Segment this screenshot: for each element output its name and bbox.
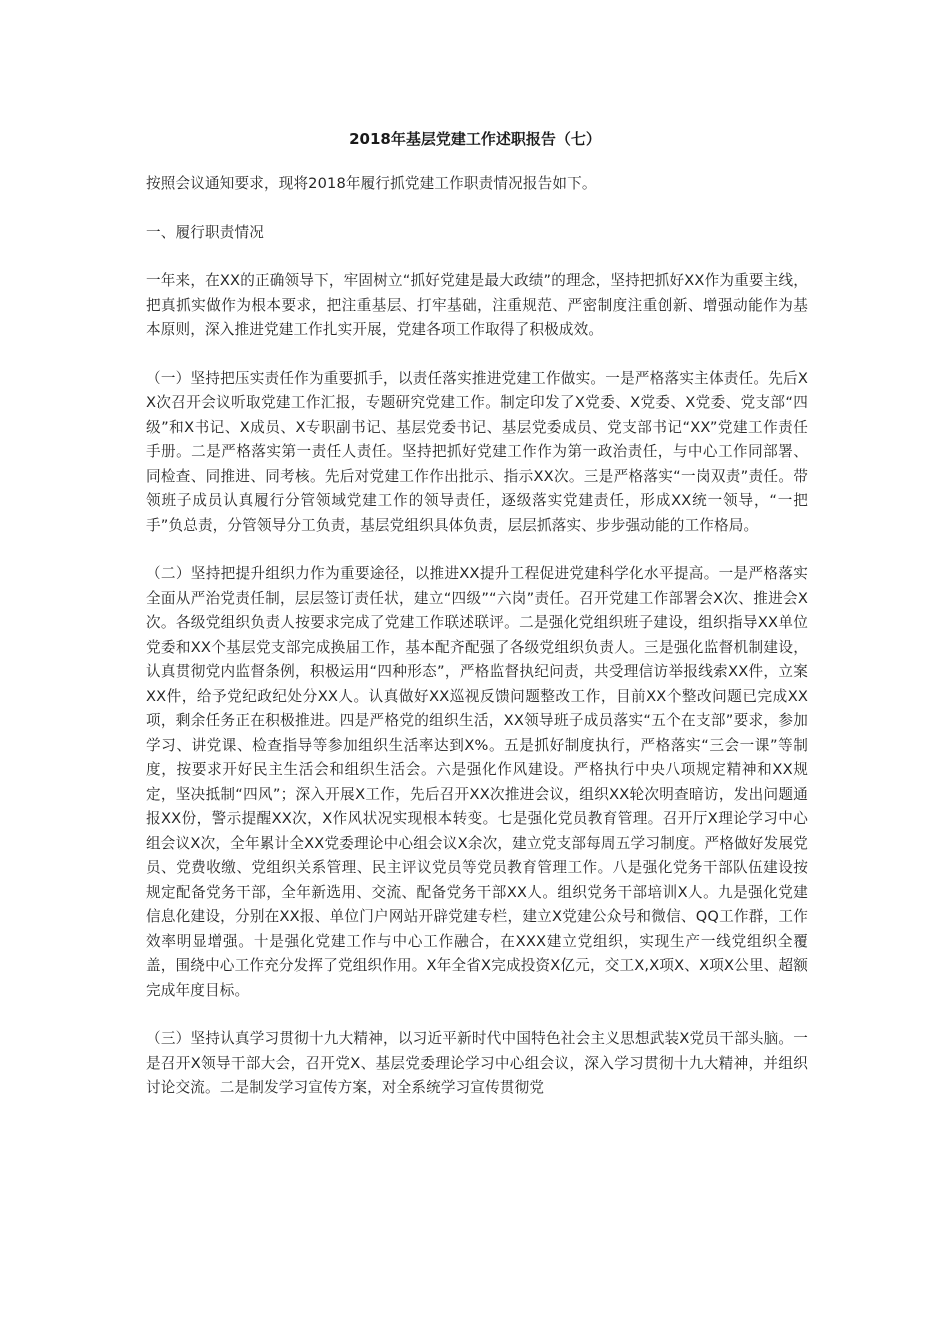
document-title: 2018年基层党建工作述职报告（七） <box>349 130 601 148</box>
section-heading: 一、履行职责情况 <box>146 223 264 241</box>
document-body <box>146 172 808 1125</box>
body-paragraph: （二）坚持把提升组织力作为重要途径，以推进XX提升工程促进党建科学化水平提高。一是严格落实全面从严治党责任制，层层签订责任状，建立“四级”“六岗”责任。召开党建工作部署会X次、推进会X次。各级党组织负责人按要求完成了党建工作联述联评。二是强化党组织班子建设，组织指导XX单位党委和XX个基层党支部完成换届工作，基本配齐配强了各级党组织负责人。三是强化监督机制建设，认真贯彻党内监督条例，积极运用“四种形态”，严格监督执纪问责，共受理信访举报线索XX件，立案XX件，给予党纪政纪处分XX人。认真做好XX巡视反馈问题整改工作，目前XX个整改问题已完成XX项，剩余任务正在积极推进。四是严格党的组织生活，XX领导班子成员落实“五个在支部”要求，参加学习、讲党课、检查指导等参加组织生活率达到X%。五是抓好制度执行，严格落实“三会一课”等制度，按要求开好民主生活会和组织生活会。六是强化作风建设。严格执行中央八项规定精神和XX规定，坚决抵制“四风”；深入开展X工作，先后召开XX次推进会议，组织XX轮次明查暗访，发出问题通报XX份，警示提醒XX次，X作风状况实现根本转变。七是强化党员教育管理。召开厅X理论学习中心组会议X次，全年累计全XX党委理论中心组会议X余次，建立党支部每周五学习制度。严格做好发展党员、党费收缴、党组织关系管理、民主评议党员等党员教育管理工作。八是强化党务干部队伍建设按规定配备党务干部，全年新选用、交流、配备党务干部XX人。组织党务干部培训X人。九是强化党建信息化建设，分别在XX报、单位门户网站开辟党建专栏，建立X党建公众号和微信、QQ工作群，工作效率明显增强。十是强化党建工作与中心工作融合，在XXX建立党组织，实现生产一线党组织全覆盖，围绕中心工作充分发挥了党组织作用。X年全省X完成投资X亿元，交工X,X项X、X项X公里、超额完成年度目标。 <box>146 565 808 999</box>
body-paragraph: 一年来，在XX的正确领导下，牢固树立“抓好党建是最大政绩”的理念，坚持把抓好XX作为重要主线，把真抓实做作为根本要求，把注重基层、打牢基础，注重规范、严密制度注重创新、增强动能作为基本原则，深入推进党建工作扎实开展，党建各项工作取得了积极成效。 <box>146 272 808 338</box>
intro-paragraph: 按照会议通知要求，现将2018年履行抓党建工作职责情况报告如下。 <box>146 175 597 192</box>
body-paragraph: （三）坚持认真学习贯彻十九大精神，以习近平新时代中国特色社会主义思想武装X党员干部头脑。一是召开X领导干部大会，召开党X、基层党委理论学习中心组会议，深入学习贯彻十九大精神，并组织讨论交流。二是制发学习宣传方案，对全系统学习宣传贯彻党 <box>146 1030 808 1096</box>
body-paragraph: （一）坚持把压实责任作为重要抓手，以责任落实推进党建工作做实。一是严格落实主体责任。先后XX次召开会议听取党建工作汇报，专题研究党建工作。制定印发了X党委、X党委、X党委、党支部“四级”和X书记、X成员、X专职副书记、基层党委书记、基层党委成员、党支部书记“XX”党建工作责任手册。二是严格落实第一责任人责任。坚持把抓好党建工作作为第一政治责任，与中心工作同部署、同检查、同推进、同考核。先后对党建工作作出批示、指示XX次。三是严格落实“一岗双责”责任。带领班子成员认真履行分管领域党建工作的领导责任，逐级落实党建责任，形成XX统一领导，“一把手”负总责，分管领导分工负责，基层党组织具体负责，层层抓落实、步步强动能的工作格局。 <box>146 369 808 534</box>
